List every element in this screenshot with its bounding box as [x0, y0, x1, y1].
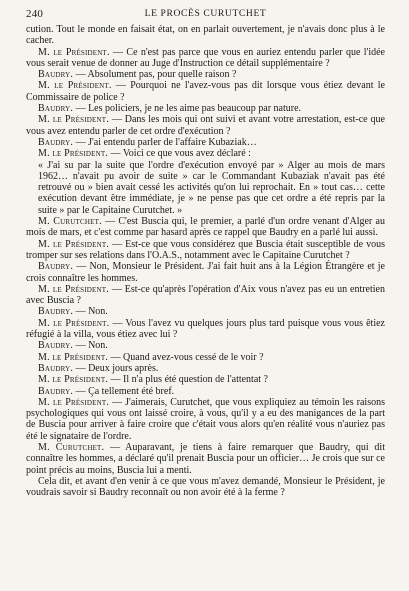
paragraph [26, 216, 385, 239]
speaker: M. Curutchet. [38, 441, 105, 453]
paragraph-text: — Deux jours après. [73, 362, 159, 374]
speaker: M. le Président. [38, 351, 109, 363]
paragraph [26, 284, 385, 307]
page-header [26, 7, 385, 21]
paragraph [26, 363, 385, 374]
speaker: Baudry. [38, 136, 74, 148]
paragraph-text: — Les policiers, je ne les aime pas beaucoup par nature. [73, 103, 302, 115]
paragraph-text: « J'ai su par la suite que l'ordre d'exécution envoyé par » Alger au mois de mars 1962… n'avait pu avoir de suite » car le Commandant Kubaziak n'avait pas été retrouvé ou » bien avait cessé les activités qu'on lui reprochait. En » tout cas… cette exécution devant être immédiate, je » ne pense pas que cet ordre a été repris par la suite » par le Capitaine Curutchet. » [38, 159, 385, 216]
speaker: Baudry. [38, 103, 74, 115]
paragraph [26, 239, 385, 262]
speaker: M. le Président. [38, 317, 110, 329]
speaker: M. le Président. [38, 283, 109, 295]
paragraph [26, 24, 385, 47]
speaker: M. le Président. [38, 114, 109, 126]
speaker: M. le Président. [38, 80, 112, 92]
speaker: Baudry. [38, 69, 74, 81]
paragraph [26, 47, 385, 70]
paragraph-text: — Absolument pas, pour quelle raison ? [73, 69, 237, 81]
speaker: Baudry. [38, 362, 74, 374]
speaker: Baudry. [38, 385, 74, 397]
speaker: M. le Président. [38, 238, 110, 250]
speaker: M. le Président. [38, 396, 110, 408]
speaker: M. le Président. [38, 374, 109, 386]
paragraph-text: — Voici ce que vous avez déclaré : [108, 148, 251, 160]
paragraph-text: — Pourquoi ne l'avez-vous pas dit lorsque vous étiez devant le Commissaire de police ? [26, 80, 385, 103]
paragraph-text: — C'est Buscia qui, le premier, a parlé d'un ordre venant d'Alger au mois de mars, et c'est comme par hasard après ce rappel que Baudry en a parlé lui aussi. [26, 216, 385, 239]
speaker: M. Curutchet. [38, 216, 102, 228]
paragraph-text: — Ça tellement été bref. [73, 385, 175, 397]
paragraph [26, 80, 385, 103]
paragraph-text: — Dans les mois qui ont suivi et avant votre arrestation, est-ce que vous avez entendu parler de cet ordre d'exécution ? [26, 114, 385, 137]
paragraph [26, 114, 385, 137]
paragraph-text: — Non. [73, 340, 108, 352]
speaker: Baudry. [38, 306, 74, 318]
paragraph-text: Cela dit, et avant d'en venir à ce que vous m'avez demandé, Monsieur le Président, je voudrais savoir si Baudry reconnaît ou non avoir été à la ferme ? [26, 475, 385, 499]
paragraph [26, 69, 385, 80]
paragraph [26, 318, 385, 341]
paragraph [26, 306, 385, 317]
paragraph-text: — Est-ce que vous considérez que Buscia était susceptible de vous tromper sur ses relations dans l'O.A.S., notamment avec le Capitaine Curutchet ? [26, 238, 385, 261]
paragraph-text: — Non. [73, 306, 108, 318]
speaker: M. le Président. [38, 46, 110, 58]
paragraph [26, 476, 385, 499]
paragraph-text: — Quand avez-vous cessé de le voir ? [108, 351, 264, 363]
paragraph [26, 442, 385, 476]
speaker: M. le Président. [38, 148, 109, 160]
paragraph [26, 103, 385, 114]
paragraph [26, 397, 385, 442]
paragraph [26, 137, 385, 148]
speaker: Baudry. [38, 261, 74, 273]
paragraph [26, 386, 385, 397]
running-title: LE PROCÈS CURUTCHET [144, 8, 267, 19]
speaker: Baudry. [38, 340, 74, 352]
paragraph-text: — Est-ce qu'après l'opération d'Aix vous n'avez pas eu un entretien avec Buscia ? [26, 283, 385, 307]
paragraph-text: — Ce n'est pas parce que vous en auriez entendu parler que l'idée vous serait venue de donner au Juge d'Instruction ce détail supplémentaire ? [26, 46, 385, 69]
paragraph [26, 148, 385, 159]
paragraph [26, 340, 385, 351]
paragraph-text: — Vous l'avez vu quelques jours plus tard puisque vous vous êtiez réfugié à la villa, vous étiez avec lui ? [26, 317, 385, 341]
paragraph-text: — J'ai entendu parler de l'affaire Kubaziak… [73, 136, 257, 148]
paragraph-text: — Non, Monsieur le Président. J'ai fait huit ans à la Légion Étrangère et je crois connaître les hommes. [26, 261, 385, 284]
paragraph-text: cution. Tout le monde en faisait état, on en parlait ouvertement, je n'avais donc plus à le cacher. [26, 24, 385, 47]
paragraph-text: — J'aimerais, Curutchet, que vous expliquiez au témoin les raisons psychologiques qui vous ont laissé croire, à vous, qu'il y a eu des manigances de la part de Buscia pour arriver à faire croire que c'était vous alors qu'en réalité vous n'auriez pas été le signataire de l'ordre. [26, 396, 385, 442]
quoted-declaration [26, 160, 385, 216]
page-number: 240 [26, 8, 44, 20]
paragraph [26, 261, 385, 284]
paragraph [26, 374, 385, 385]
paragraph [26, 352, 385, 363]
paragraph-text: — Il n'a plus été question de l'attentat ? [108, 374, 268, 386]
paragraph-text: — Auparavant, je tiens à faire remarquer que Baudry, qui dit connaître les hommes, a déclaré qu'il prenait Buscia pour un officier… Je crois que sur ce point précis au moins, Buscia lui a menti. [26, 441, 385, 476]
body-text [26, 24, 385, 498]
